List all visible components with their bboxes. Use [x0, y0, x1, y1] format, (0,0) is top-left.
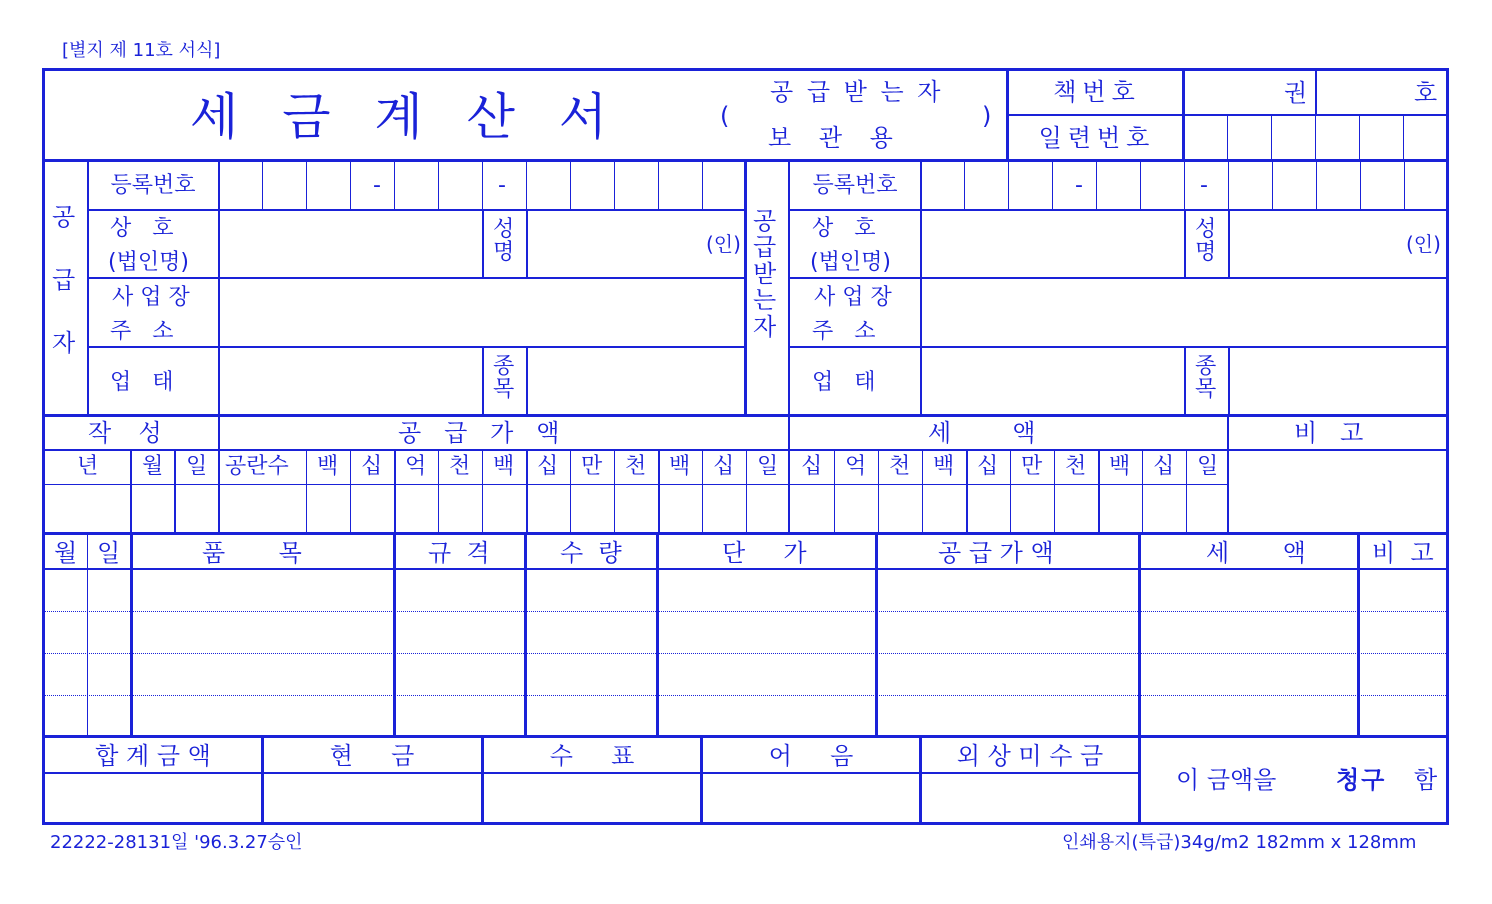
digit-column-line [834, 449, 835, 534]
supplier-rep-divider [482, 209, 484, 278]
supplier-side-divider [87, 159, 89, 416]
supplier-side-label [52, 205, 75, 357]
no-label: 호 [1414, 79, 1438, 107]
digit-column-line [526, 449, 528, 534]
buyer-reg-dash-2: - [1200, 173, 1208, 198]
supplier-reg-cell-line [702, 159, 703, 210]
serial-cell-line [1271, 114, 1272, 161]
digit-label: 백 [1109, 454, 1131, 479]
digit-label: 십 [801, 454, 823, 479]
supplier-reg-cell-line [438, 159, 439, 210]
supplier-label-divider [218, 159, 220, 416]
items-col-line [1357, 534, 1360, 736]
buyer-rep-divider [1228, 209, 1230, 278]
supplier-reg-label: 등록번호 [110, 173, 196, 198]
digit-label: 만 [581, 454, 603, 479]
digit-label: 천 [625, 454, 647, 479]
summary-date-divider [174, 449, 176, 534]
buyer-reg-cell-line [1404, 159, 1405, 210]
items-col-line [1138, 534, 1141, 736]
digit-label: 백 [317, 454, 339, 479]
vol-no-divider [1315, 68, 1317, 114]
copy-label-line2: 보 관 용 [768, 124, 903, 152]
summary-date-divider [130, 449, 132, 534]
buyer-item-divider [1184, 346, 1186, 416]
digit-label: 백 [493, 454, 515, 479]
vol-label: 권 [1284, 79, 1308, 107]
supplier-row-line [87, 346, 745, 348]
paren-close: ) [982, 102, 992, 130]
items-header-item: 품 목 [202, 539, 302, 567]
items-header-bottom [42, 568, 1449, 570]
items-header-spec: 규 격 [428, 539, 490, 567]
digit-label: 만 [1021, 454, 1043, 479]
digit-column-line [922, 449, 923, 534]
totals-col-line [1138, 736, 1141, 824]
frame-left [42, 68, 45, 825]
totals-col-line [919, 736, 922, 824]
buyer-side-divider [788, 159, 790, 416]
buyer-reg-cell-line [1228, 159, 1229, 210]
digit-column-line [746, 449, 747, 534]
supplier-reg-cell-line [394, 159, 395, 210]
items-header-tax: 세 액 [1206, 539, 1306, 567]
items-header-remarks: 비 고 [1372, 539, 1434, 567]
digit-column-line [1142, 449, 1143, 534]
footer-paper-spec: 인쇄용지(특급)34g/m2 182mm x 128mm [1062, 832, 1417, 853]
digit-column-line [438, 449, 439, 534]
remarks-label: 비 고 [1294, 419, 1364, 447]
buyer-reg-cell-line [1360, 159, 1361, 210]
buyer-reg-cell-line [1316, 159, 1317, 210]
items-header-month: 월 [54, 539, 78, 567]
digit-column-line [614, 449, 615, 534]
digit-label: 일 [1197, 454, 1219, 479]
items-header-qty: 수 량 [560, 539, 622, 567]
digit-column-line [1010, 449, 1011, 534]
serial-cell-line [1227, 114, 1228, 161]
summary-divider [218, 414, 220, 534]
written-date-label: 작 성 [88, 419, 166, 447]
buyer-reg-dash-1: - [1075, 173, 1083, 198]
totals-col-line [700, 736, 703, 824]
digit-column-line [878, 449, 879, 534]
digit-column-line [350, 449, 351, 534]
copy-label-line1: 공 급 받 는 자 [770, 78, 944, 106]
buyer-rep-char: 성 [1195, 217, 1217, 242]
claim-suffix: 함 [1414, 766, 1438, 794]
supplier-reg-cell-line [658, 159, 659, 210]
digit-label: 천 [1065, 454, 1087, 479]
supplier-side-char: 급 [52, 266, 76, 295]
blank-count-label: 공란수 [225, 454, 289, 479]
buyer-item-divider [1228, 346, 1230, 416]
items-col-line [393, 534, 396, 736]
supplier-side-char: 공 [52, 203, 76, 231]
supplier-reg-cell-line [482, 159, 483, 210]
items-row-line [45, 611, 1446, 612]
supplier-block-right [744, 159, 747, 416]
summary-divider [788, 414, 790, 534]
digit-column-line [1098, 449, 1100, 534]
items-row-line [45, 695, 1446, 696]
supplier-reg-cell-line [570, 159, 571, 210]
supplier-item-divider [482, 346, 484, 416]
buyer-item-label [1195, 355, 1216, 401]
buyer-side-char: 공 [753, 207, 777, 235]
supplier-item-label [493, 355, 514, 401]
items-col-line [656, 534, 659, 736]
book-number-label: 책번호 [1053, 78, 1141, 106]
buyer-name-label-2: (법인명) [810, 250, 891, 275]
supplier-name-label-2: (법인명) [108, 250, 189, 275]
supplier-side-char: 자 [52, 329, 76, 358]
buyer-side-char: 자 [753, 312, 777, 341]
supplier-reg-dash-2: - [498, 173, 506, 198]
buyer-side-label [753, 208, 776, 340]
totals-header-check: 수 표 [549, 742, 635, 770]
serial-cell-line [1315, 114, 1316, 161]
supplier-seal-mark: (인) [706, 232, 741, 256]
totals-header-credit: 외 상 미 수 금 [956, 742, 1104, 770]
buyer-reg-cell-line [1184, 159, 1185, 210]
invoice-title: 세 금 계 산 서 [190, 88, 622, 146]
items-col-line [875, 534, 878, 736]
digit-column-line [394, 449, 396, 534]
buyer-addr-label-2: 주 소 [812, 319, 876, 344]
supplier-rep-char: 명 [493, 240, 515, 266]
digit-label: 억 [845, 454, 867, 479]
buyer-rep-divider [1184, 209, 1186, 278]
buyer-row-line [789, 209, 1449, 211]
blank-count-divider [306, 449, 307, 534]
frame-right [1446, 68, 1449, 825]
supplier-name-label-1: 상 호 [110, 216, 174, 241]
supplier-reg-cell-line [614, 159, 615, 210]
supplier-addr-label-1: 사 업 장 [112, 285, 190, 310]
digit-column-line [658, 449, 660, 534]
supplier-reg-cell-line [262, 159, 263, 210]
buyer-reg-cell-line [1096, 159, 1097, 210]
buyer-reg-label: 등록번호 [812, 173, 898, 198]
supplier-addr-label-2: 주 소 [110, 319, 174, 344]
supplier-row-line [87, 277, 745, 279]
totals-header-note: 어 음 [768, 742, 854, 770]
digit-column-line [1186, 449, 1187, 534]
form-number: [별지 제 11호 서식] [62, 40, 221, 61]
buyer-rep-label [1195, 218, 1216, 264]
digit-label: 십 [361, 454, 383, 479]
claim-prefix: 이 금액을 [1176, 766, 1277, 794]
digit-label: 백 [933, 454, 955, 479]
digit-label: 십 [537, 454, 559, 479]
supply-amount-label: 공 급 가 액 [398, 419, 560, 447]
items-col-line [130, 534, 133, 736]
supplier-reg-cell-line [526, 159, 527, 210]
items-block-bottom [42, 735, 1449, 738]
totals-header-cash: 현 금 [329, 742, 415, 770]
digit-label: 십 [1153, 454, 1175, 479]
supplier-reg-cell-line [306, 159, 307, 210]
supplier-item-char: 종 [493, 354, 515, 379]
digit-label: 일 [757, 454, 779, 479]
items-row-line [45, 653, 1446, 654]
buyer-rep-char: 명 [1195, 240, 1217, 266]
buyer-row-line [789, 277, 1449, 279]
serial-cell-line [1403, 114, 1404, 161]
supplier-reg-cell-line [350, 159, 351, 210]
buyer-reg-cell-line [1008, 159, 1009, 210]
buyer-reg-cell-line [1052, 159, 1053, 210]
digit-label: 십 [713, 454, 735, 479]
buyer-side-char: 는 [753, 286, 777, 315]
frame-top [42, 68, 1449, 71]
digit-label: 백 [669, 454, 691, 479]
totals-header-total: 합 계 금 액 [95, 742, 211, 770]
totals-col-line [481, 736, 484, 824]
supplier-biz-label: 업 태 [110, 370, 174, 395]
summary-digit-row-bottom [42, 484, 1229, 485]
month-label: 월 [142, 454, 164, 479]
buyer-row-line [789, 346, 1449, 348]
buyer-name-label-1: 상 호 [812, 216, 876, 241]
supplier-reg-dash-1: - [373, 173, 381, 198]
buyer-label-divider [920, 159, 922, 416]
day-label: 일 [186, 454, 208, 479]
supplier-item-divider [526, 346, 528, 416]
digit-column-line [482, 449, 483, 534]
supplier-item-char: 목 [493, 377, 515, 403]
digit-column-line [966, 449, 968, 534]
buyer-seal-mark: (인) [1406, 232, 1441, 256]
buyer-side-char: 받 [753, 259, 777, 288]
digit-column-line [1054, 449, 1055, 534]
supplier-rep-label [493, 218, 514, 264]
supplier-rep-char: 성 [493, 217, 515, 242]
buyer-side-char: 급 [753, 233, 777, 262]
buyer-addr-label-1: 사 업 장 [814, 285, 892, 310]
supplier-rep-divider [526, 209, 528, 278]
paren-open: ( [720, 102, 730, 130]
supplier-row-line [87, 209, 745, 211]
items-col-line [87, 534, 88, 736]
serial-cell-line [1359, 114, 1360, 161]
buyer-reg-cell-line [1272, 159, 1273, 210]
footer-approval: 22222-28131일 '96.3.27승인 [50, 832, 303, 853]
year-label: 년 [77, 454, 99, 479]
frame-bottom [42, 822, 1449, 825]
tax-amount-label: 세 액 [928, 419, 1036, 447]
summary-divider [1227, 414, 1229, 534]
buyer-item-char: 종 [1195, 354, 1217, 379]
digit-label: 십 [977, 454, 999, 479]
serial-number-label: 일련번호 [1038, 124, 1156, 152]
claim-type: 청구 [1336, 766, 1387, 794]
buyer-reg-cell-line [1140, 159, 1141, 210]
digit-label: 천 [449, 454, 471, 479]
digit-column-line [570, 449, 571, 534]
buyer-reg-cell-line [964, 159, 965, 210]
items-header-day: 일 [97, 539, 121, 567]
buyer-biz-label: 업 태 [812, 370, 876, 395]
items-header-supply-amount: 공 급 가 액 [938, 539, 1054, 567]
items-col-line [524, 534, 527, 736]
items-header-unit-price: 단 가 [722, 539, 807, 567]
digit-column-line [702, 449, 703, 534]
digit-label: 천 [889, 454, 911, 479]
totals-col-line [261, 736, 264, 824]
totals-header-bottom [42, 772, 1140, 774]
buyer-item-char: 목 [1195, 377, 1217, 403]
digit-label: 억 [405, 454, 427, 479]
